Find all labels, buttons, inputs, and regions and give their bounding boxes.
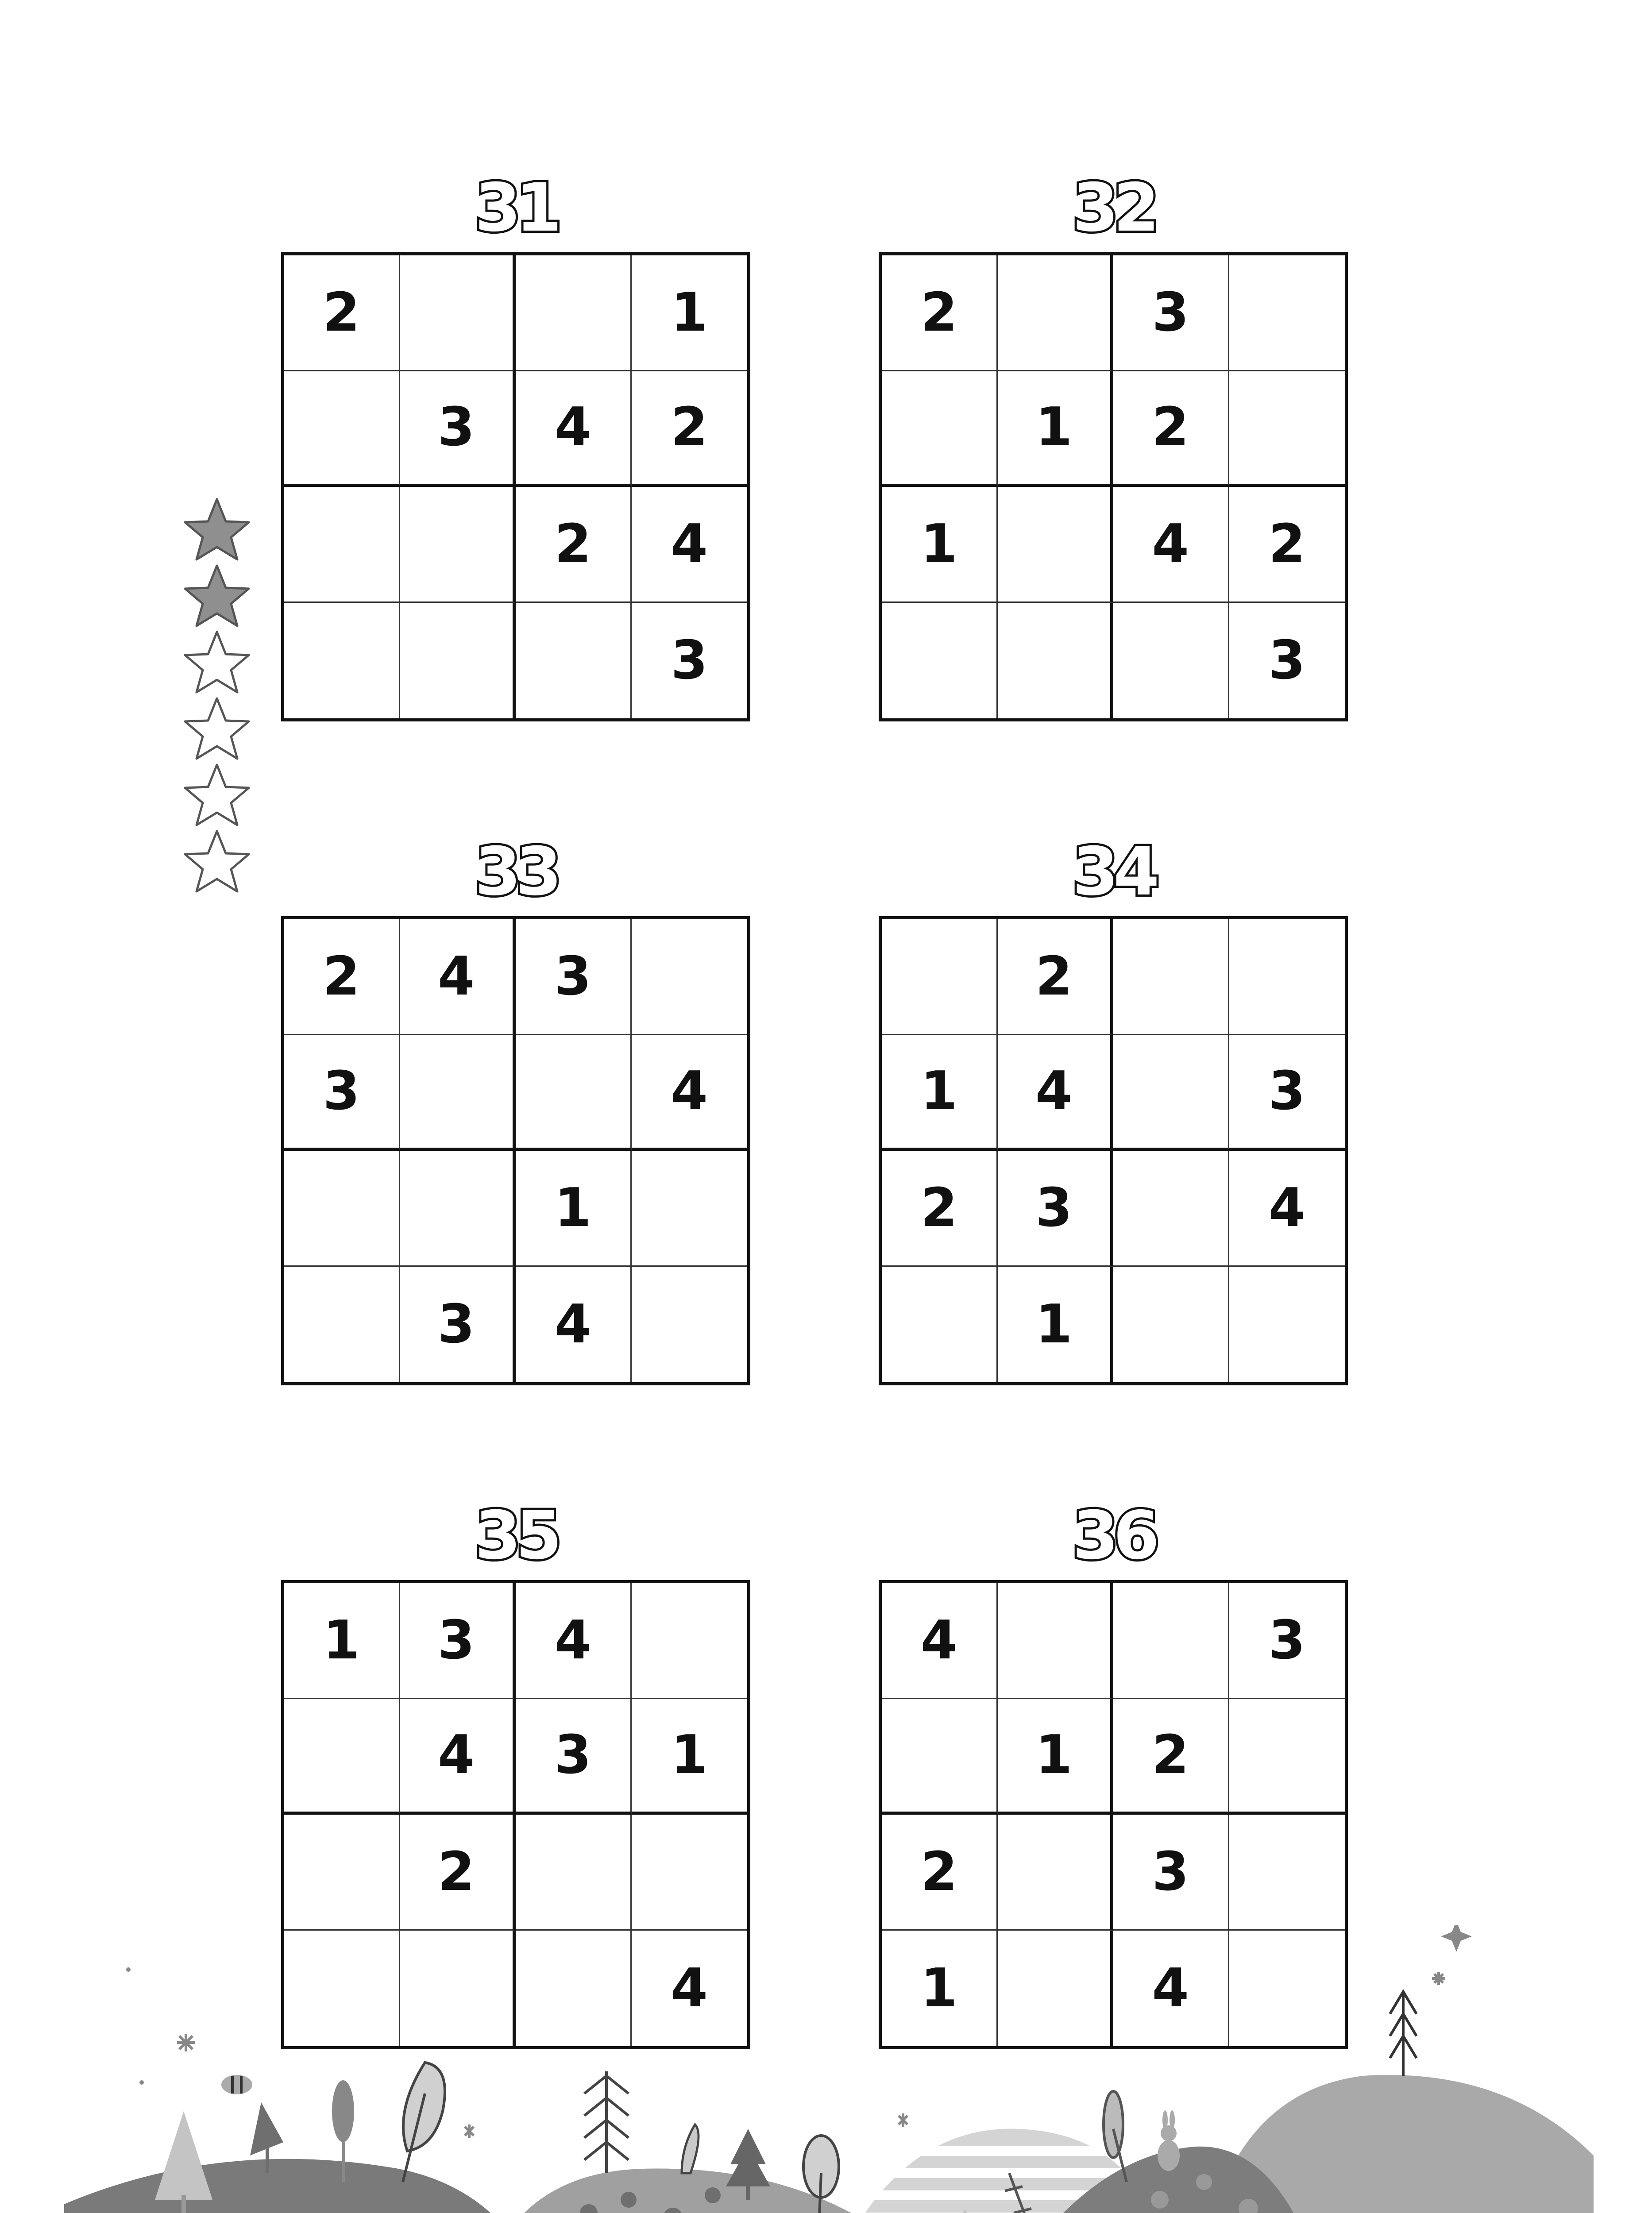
given-cell: 2 (882, 255, 998, 371)
given-cell: 1 (882, 487, 998, 603)
star-empty-icon (181, 695, 252, 761)
given-cell: 3 (400, 371, 516, 487)
empty-cell[interactable] (1229, 1267, 1345, 1383)
given-cell: 4 (516, 1267, 632, 1383)
puzzle-number: 31 (475, 170, 557, 247)
empty-cell[interactable] (400, 1151, 516, 1267)
tree-icon (1390, 1992, 1417, 2076)
empty-cell[interactable] (1229, 1699, 1345, 1815)
sudoku-grid (879, 252, 1348, 721)
tree-icon (155, 2111, 212, 2213)
star-empty-icon (181, 628, 252, 695)
puzzle-number: 35 (475, 1497, 557, 1574)
empty-cell[interactable] (284, 1699, 400, 1815)
given-cell: 3 (1113, 1815, 1229, 1931)
given-cell: 1 (998, 1699, 1114, 1815)
given-cell: 3 (1113, 255, 1229, 371)
given-cell: 3 (516, 1699, 632, 1815)
given-cell: 4 (400, 919, 516, 1035)
given-cell: 2 (284, 255, 400, 371)
star-empty-icon (181, 761, 252, 828)
empty-cell[interactable] (882, 371, 998, 487)
empty-cell[interactable] (284, 371, 400, 487)
empty-cell[interactable] (1113, 603, 1229, 719)
star-filled-icon (181, 496, 252, 562)
empty-cell[interactable] (400, 1035, 516, 1151)
given-cell: 1 (516, 1151, 632, 1267)
given-cell: 3 (1268, 629, 1305, 691)
puzzle-number: 34 (1072, 833, 1154, 910)
given-cell: 2 (284, 919, 400, 1035)
empty-cell[interactable] (632, 1267, 748, 1383)
empty-cell[interactable] (1113, 1035, 1229, 1151)
empty-cell[interactable] (516, 255, 632, 371)
given-cell: 3 (998, 1151, 1114, 1267)
given-cell: 4 (1229, 1151, 1345, 1267)
empty-cell[interactable] (1229, 255, 1345, 371)
sudoku-grid (281, 916, 750, 1385)
empty-cell[interactable] (1113, 1151, 1229, 1267)
empty-cell[interactable] (1229, 371, 1345, 487)
empty-cell[interactable] (400, 487, 516, 603)
given-cell: 4 (998, 1035, 1114, 1151)
empty-cell[interactable] (284, 487, 400, 603)
empty-cell[interactable] (632, 919, 748, 1035)
given-cell: 2 (1113, 371, 1229, 487)
given-cell: 2 (882, 1151, 998, 1267)
given-cell: 4 (516, 371, 632, 487)
given-cell: 1 (632, 255, 748, 371)
empty-cell[interactable] (632, 1815, 748, 1931)
empty-cell[interactable] (1113, 919, 1229, 1035)
empty-cell[interactable] (516, 1815, 632, 1931)
given-cell: 4 (1113, 1931, 1229, 2047)
empty-cell[interactable] (998, 1815, 1114, 1931)
given-cell: 1 (284, 1583, 400, 1699)
given-cell: 3 (284, 1035, 400, 1151)
puzzle-number: 32 (1072, 170, 1154, 247)
given-cell: 4 (671, 1957, 708, 2019)
empty-cell[interactable] (632, 1151, 748, 1267)
given-cell: 3 (671, 629, 708, 691)
given-cell: 3 (1229, 1035, 1345, 1151)
sparkle-icon (126, 1925, 1472, 2138)
hill-left (64, 2159, 544, 2213)
tree-icon (584, 2071, 629, 2173)
empty-cell[interactable] (882, 919, 998, 1035)
given-cell: 2 (1113, 1699, 1229, 1815)
given-cell: 4 (516, 1583, 632, 1699)
empty-cell[interactable] (1113, 1267, 1229, 1383)
given-cell: 3 (400, 1267, 516, 1383)
empty-cell[interactable] (998, 255, 1114, 371)
sudoku-grid (281, 252, 750, 721)
empty-cell[interactable] (998, 487, 1114, 603)
given-cell: 1 (882, 1931, 998, 2047)
given-cell: 2 (632, 371, 748, 487)
given-cell: 1 (998, 1267, 1114, 1383)
given-cell: 1 (632, 1699, 748, 1815)
given-cell: 2 (516, 487, 632, 603)
empty-cell[interactable] (1229, 919, 1345, 1035)
given-cell: 4 (1113, 487, 1229, 603)
star-filled-icon (181, 562, 252, 628)
empty-cell[interactable] (400, 603, 516, 719)
tree-icon (682, 2124, 699, 2173)
empty-cell[interactable] (400, 255, 516, 371)
given-cell: 2 (400, 1815, 516, 1931)
rabbit-icon (1158, 2110, 1180, 2171)
given-cell: 2 (1229, 487, 1345, 603)
bee-icon (221, 2075, 252, 2094)
empty-cell[interactable] (284, 1267, 400, 1383)
empty-cell[interactable] (882, 1699, 998, 1815)
empty-cell[interactable] (516, 603, 632, 719)
difficulty-stars (181, 496, 252, 894)
empty-cell[interactable] (284, 1151, 400, 1267)
tree-icon (403, 2063, 445, 2182)
empty-cell[interactable] (284, 1815, 400, 1931)
empty-cell[interactable] (998, 1583, 1114, 1699)
given-cell: 1 (882, 1035, 998, 1151)
puzzle-number: 36 (1072, 1497, 1154, 1574)
star-empty-icon (181, 828, 252, 894)
given-cell: 2 (882, 1815, 998, 1931)
given-cell: 2 (998, 919, 1114, 1035)
puzzle-number: 33 (475, 833, 557, 910)
empty-cell[interactable] (998, 603, 1114, 719)
empty-cell[interactable] (284, 603, 400, 719)
given-cell: 4 (882, 1583, 998, 1699)
sudoku-grid (879, 916, 1348, 1385)
given-cell: 3 (516, 919, 632, 1035)
given-cell: 3 (400, 1583, 516, 1699)
given-cell: 4 (400, 1699, 516, 1815)
landscape-illustration (0, 1925, 1652, 2213)
empty-cell[interactable] (1113, 1583, 1229, 1699)
empty-cell[interactable] (516, 1035, 632, 1151)
empty-cell[interactable] (882, 1267, 998, 1383)
empty-cell[interactable] (1229, 1815, 1345, 1931)
empty-cell[interactable] (632, 1583, 748, 1699)
given-cell: 3 (1229, 1583, 1345, 1699)
empty-cell[interactable] (882, 603, 998, 719)
given-cell: 4 (632, 487, 748, 603)
given-cell: 4 (632, 1035, 748, 1151)
given-cell: 1 (998, 371, 1114, 487)
